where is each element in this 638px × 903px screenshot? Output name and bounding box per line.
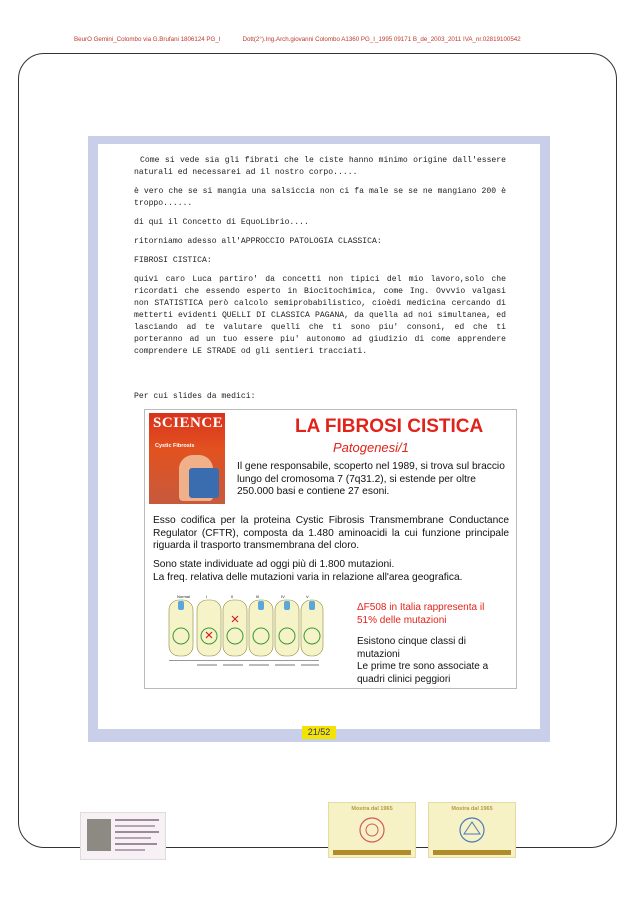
slide-subtitle: Patogenesi/1 [333,440,409,455]
slide-content [98,144,540,729]
header-right: Dott(2°).Ing.Arch.giovanni Colombo A1360 PG_I_1995 09171 B_de_2003_2011 IVA_nr.02819100542 [242,36,521,43]
slides-caption: Per cui slides da medici: [134,392,256,401]
channel-5 [309,601,315,610]
header-left: BeurO Gemini_Colombo via G.Brufani 1806124 PG_I [74,36,221,43]
channel-3 [258,601,264,610]
col-label-2: II [231,594,234,599]
col-label-0: Normal [177,594,190,599]
channel-4 [284,601,290,610]
science-cover-image [149,413,225,504]
col-label-1: I [206,594,208,599]
stamp-right [428,802,516,858]
stamp-right-label: Mostra dal 1965 [451,806,493,812]
mutations-freq: La freq. relativa delle mutazioni varia in relazione all'area geografica. [153,571,463,583]
mutations-count: Sono state individuate ad oggi più di 1.800 mutazioni. [153,559,395,570]
paragraph-6: quivi caro Luca partiro' da concetti non tipici del mio lavoro,solo che ricordati che essendo esperto in Biocitochimica, come Ing. Ovvvio valgasi non STATISTICA però calcolo semiprobabilistico, cioèdi medicina cercando di metterti evidenti QUELLI DI CLASSICA PAGANA, da quella ad noi simultanea, ed lasciando ad te valutare quelli che ti sono piu' consoni, ed che ti porteranno ad un tuo essere piu' autonomo ad giudizio di come apprendere comprendere LE STRADE od gli sentieri tracciati. [134,275,506,356]
slide-para-gene: Il gene responsabile, scoperto nel 1989, si trova sul braccio lungo del cromosoma 7 (7q31.2), si estende per oltre 250.000 basi e contiene 27 esoni. [237,461,505,497]
paragraph-5: FIBROSI CISTICA: [134,256,212,265]
paragraph-1: Come si vede sia gli fibrati che le ciste hanno minimo origine dall'essere naturali ed necessarei ad il nostro corpo..... [134,156,506,177]
page-number: 21/52 [302,726,336,739]
col-label-3: III [256,594,260,599]
diagram-column-labels [177,594,309,599]
col-label-4: IV [281,594,285,599]
deltaf508-note: ΔF508 in Italia rappresenta il 51% delle mutazioni [357,602,485,626]
slide-page [88,136,550,742]
diagram-cells [169,600,323,656]
slide-title: LA FIBROSI CISTICA [295,416,484,437]
body-text [134,155,506,365]
stamp-left-seal-icon [357,815,387,845]
author-photo [87,819,111,851]
channel-0 [178,601,184,610]
stamp-left-bar [333,850,411,855]
page-header [74,36,594,43]
five-classes-note: Esistono cinque classi di mutazioni [357,636,466,660]
stamp-left [328,802,416,858]
author-id-card [80,812,166,860]
embedded-slide [144,409,517,689]
cover-child-shirt [189,468,219,498]
diagram-footnotes [169,660,319,666]
paragraph-3: di qui il Concetto di EquoLibrio.... [134,218,309,227]
cover-subtitle: Cystic Fibrosis [155,443,195,449]
cftr-mutation-classes-diagram [151,590,325,684]
slide-para-mutations [153,559,509,584]
clinical-note: Le prime tre sono associate a quadri clinici peggiori [357,661,489,685]
slide-para-cftr: Esso codifica per la proteina Cystic Fibrosis Transmembrane Conductance Regulator (CFTR), composta da 1.480 aminoacidi la cui funzione principale riguarda il trasporto transmembrana del cloro. [153,515,509,551]
paragraph-2: è vero che se si mangia una salsiccia non ci fa male se se ne mangiano 200 è troppo...... [134,187,506,208]
classes-notes [357,636,507,686]
cover-title: SCIENCE [153,415,224,431]
paragraph-4: ritorniamo adesso all'APPROCCIO PATOLOGIA CLASSICA: [134,237,382,246]
stamp-left-label: Mostra dal 1965 [351,806,393,812]
stamp-right-bar [433,850,511,855]
stamp-right-seal-icon [457,815,487,845]
col-label-5: V [306,594,309,599]
